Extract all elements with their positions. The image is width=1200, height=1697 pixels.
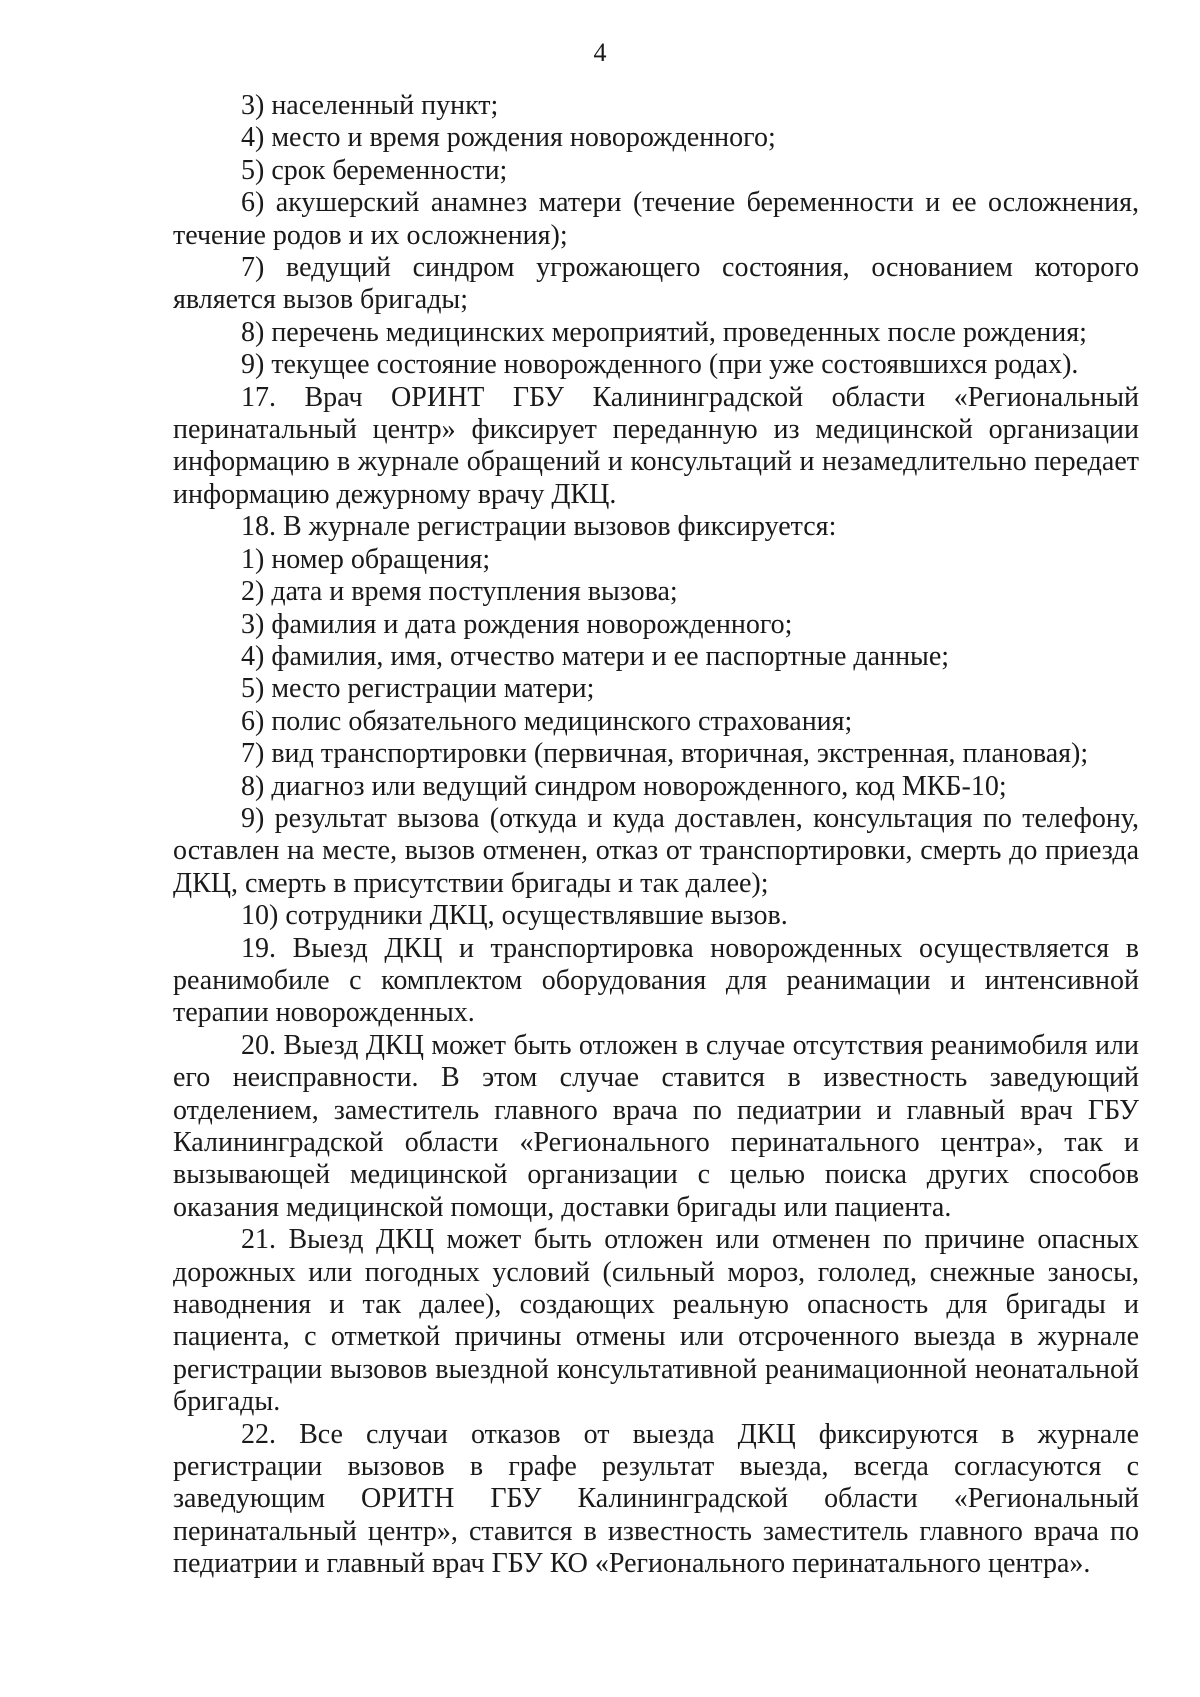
list-item: 1) номер обращения;: [241, 543, 491, 575]
list-item: 3) фамилия и дата рождения новорожденного;: [241, 608, 793, 640]
page-number: 4: [593, 38, 607, 67]
paragraph-22: 22. Все случаи отказов от выезда ДКЦ фиксируются в журнале регистрации вызовов в графе результат выезда, всегда согласуются с заведующим ОРИТН ГБУ Калининградской области «Региональный перинатальный центр», ставится в известность заместитель главного врача по педиатрии и главный врач ГБУ КО «Регионального перинатального центра».: [173, 1418, 1139, 1580]
list-item: 9) результат вызова (откуда и куда доставлен, консультация по телефону, оставлен на месте, вызов отменен, отказ от транспортировки, смерть до приезда ДКЦ, смерть в присутствии бригады и так далее);: [173, 802, 1139, 899]
paragraph-21: 21. Выезд ДКЦ может быть отложен или отменен по причине опасных дорожных или погодных условий (сильный мороз, гололед, снежные заносы, наводнения и так далее), создающих реальную опасность для бригады и пациента, с отметкой причины отмены или отсроченного выезда в журнале регистрации вызовов выездной консультативной реанимационной неонатальной бригады.: [173, 1224, 1139, 1418]
list-item: 3) населенный пункт;: [241, 90, 499, 121]
list-item: 5) место регистрации матери;: [241, 673, 595, 705]
list-item: 8) диагноз или ведущий синдром новорожденного, код МКБ-10;: [241, 770, 1007, 802]
paragraph-17: 17. Врач ОРИНТ ГБУ Калининградской области «Региональный перинатальный центр» фиксирует переданную из медицинской организации информацию в журнале обращений и консультаций и незамедлительно передает информацию дежурному врачу ДКЦ.: [173, 381, 1139, 510]
list-item: 6) акушерский анамнез матери (течение беременности и ее осложнения, течение родов и их осложнения);: [173, 187, 1139, 251]
paragraph-18: 18. В журнале регистрации вызовов фиксируется:: [241, 511, 837, 543]
list-item: 7) вид транспортировки (первичная, вторичная, экстренная, плановая);: [241, 738, 1089, 770]
list-item: 6) полис обязательного медицинского страхования;: [241, 705, 853, 737]
paragraph-19: 19. Выезд ДКЦ и транспортировка новорожденных осуществляется в реанимобиле с комплектом оборудования для реанимации и интенсивной терапии новорожденных.: [173, 932, 1139, 1029]
paragraph-20: 20. Выезд ДКЦ может быть отложен в случае отсутствия реанимобиля или его неисправности. В этом случае ставится в известность заведующий отделением, заместитель главного врача по педиатрии и главный врач ГБУ Калининградской области «Регионального перинатального центра», так и вызывающей медицинской организации с целью поиска других способов оказания медицинской помощи, доставки бригады или пациента.: [173, 1029, 1139, 1223]
list-item: 10) сотрудники ДКЦ, осуществлявшие вызов.: [241, 900, 788, 932]
list-item: 5) срок беременности;: [241, 154, 508, 186]
list-item: 9) текущее состояние новорожденного (при уже состоявшихся родах).: [241, 349, 1079, 381]
list-item: 2) дата и время поступления вызова;: [241, 576, 678, 608]
list-item: 4) фамилия, имя, отчество матери и ее паспортные данные;: [241, 640, 950, 672]
list-item: 8) перечень медицинских мероприятий, проведенных после рождения;: [241, 316, 1087, 348]
document-body: [173, 90, 1139, 1581]
list-item: 7) ведущий синдром угрожающего состояния, основанием которого является вызов бригады;: [173, 252, 1139, 316]
list-item: 4) место и время рождения новорожденного;: [241, 122, 776, 154]
